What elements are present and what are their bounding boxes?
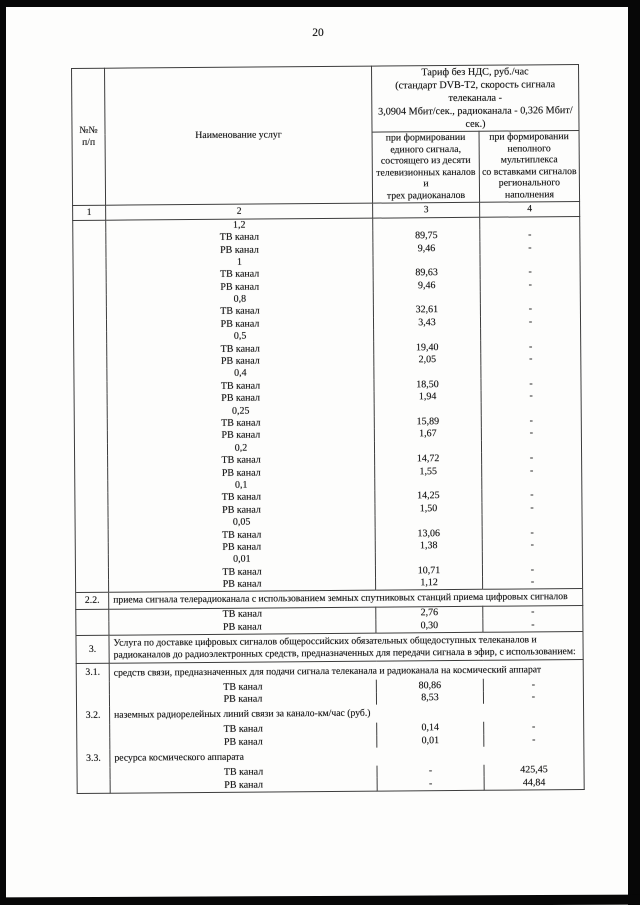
row-number-cell bbox=[73, 270, 106, 283]
tariff-full-multiplex-cell: 9,46 bbox=[373, 242, 480, 255]
channel-label-cell: ТВ канал bbox=[106, 305, 373, 319]
row-description-cell: наземных радиорелейных линий связи за канало-км/час (руб.) bbox=[110, 703, 584, 725]
row-number-cell bbox=[76, 695, 109, 708]
tariff-partial-multiplex-cell bbox=[480, 216, 580, 230]
table-row-section bbox=[76, 631, 583, 664]
row-number-cell bbox=[73, 233, 106, 246]
tariff-full-multiplex-cell: 2,76 bbox=[376, 606, 483, 620]
tariff-full-multiplex-cell: 14,25 bbox=[375, 490, 482, 503]
tariff-full-multiplex-cell bbox=[374, 329, 481, 342]
tariff-partial-multiplex-cell: - bbox=[482, 464, 582, 477]
row-number-cell bbox=[77, 768, 110, 781]
channel-label-cell: 1 bbox=[106, 255, 373, 269]
channel-label-cell: РВ канал bbox=[109, 692, 376, 706]
tariff-full-multiplex-cell: 89,75 bbox=[373, 230, 480, 243]
tariff-full-multiplex-cell: 1,55 bbox=[375, 465, 482, 478]
tariff-full-multiplex-cell bbox=[375, 552, 482, 565]
row-number-cell bbox=[73, 282, 106, 295]
row-description-cell: приема сигнала телерадиоканала с использованием земных спутниковых станций приема цифровых сигналов bbox=[109, 589, 583, 610]
tariff-partial-multiplex-cell: - bbox=[484, 721, 584, 734]
row-number-cell bbox=[75, 505, 108, 518]
tariff-partial-multiplex-cell: - bbox=[480, 241, 580, 254]
header-row-main bbox=[72, 65, 580, 135]
channel-label-cell: ТВ канал bbox=[106, 268, 373, 282]
tariff-partial-multiplex-cell: - bbox=[481, 427, 581, 440]
row-number-cell bbox=[75, 518, 108, 531]
row-number-cell bbox=[74, 394, 107, 407]
tariff-partial-multiplex-cell: - bbox=[481, 415, 581, 428]
row-number-cell bbox=[74, 369, 107, 382]
tariff-partial-multiplex-cell: - bbox=[483, 618, 583, 632]
row-number-cell bbox=[73, 257, 106, 270]
tariff-partial-multiplex-cell: 425,45 bbox=[484, 764, 584, 777]
tariff-partial-multiplex-cell bbox=[482, 477, 582, 490]
tariff-partial-multiplex-cell: - bbox=[481, 390, 581, 403]
row-number-cell: 3.1. bbox=[76, 664, 109, 683]
scan-border-left bbox=[0, 0, 6, 905]
channel-label-cell: РВ канал bbox=[109, 620, 376, 635]
channel-label-cell: ТВ канал bbox=[108, 454, 375, 468]
row-number-cell bbox=[75, 555, 108, 568]
column-index-4: 4 bbox=[480, 201, 580, 217]
tariff-partial-multiplex-cell: - bbox=[482, 452, 582, 465]
tariff-full-multiplex-cell: 0,14 bbox=[377, 722, 484, 735]
row-number-cell bbox=[75, 456, 108, 469]
tariff-full-multiplex-cell: 1,50 bbox=[375, 502, 482, 515]
channel-label-cell: 0,05 bbox=[108, 516, 375, 530]
row-number-cell bbox=[73, 319, 106, 332]
row-number-cell bbox=[75, 530, 108, 543]
tariff-partial-multiplex-cell: - bbox=[484, 734, 584, 747]
scan-border-right bbox=[628, 0, 640, 905]
tariff-full-multiplex-cell: 0,01 bbox=[377, 734, 484, 747]
channel-label-cell: РВ канал bbox=[108, 540, 375, 554]
channel-label-cell: 0,1 bbox=[108, 478, 375, 492]
row-number-cell bbox=[73, 307, 106, 320]
table-row-data bbox=[77, 776, 584, 793]
tariff-full-multiplex-cell: - bbox=[377, 777, 484, 791]
row-number-cell bbox=[77, 725, 110, 738]
tariff-partial-multiplex-cell: - bbox=[480, 229, 580, 242]
row-description-cell: ресурса космического аппарата bbox=[110, 746, 584, 768]
channel-label-cell: РВ канал bbox=[107, 354, 374, 368]
channel-label-cell: ТВ канал bbox=[110, 723, 377, 737]
channel-label-cell: 0,5 bbox=[107, 330, 374, 344]
tariff-table bbox=[71, 64, 585, 794]
channel-label-cell: 0,8 bbox=[106, 293, 373, 307]
tariff-full-multiplex-cell: 18,50 bbox=[374, 378, 481, 391]
channel-label-cell: 0,2 bbox=[107, 441, 374, 455]
row-number-cell bbox=[74, 332, 107, 345]
tariff-full-multiplex-cell: 15,89 bbox=[374, 416, 481, 429]
tariff-partial-multiplex-cell: - bbox=[480, 266, 580, 279]
tariff-partial-multiplex-cell bbox=[480, 254, 580, 267]
row-number-cell bbox=[75, 567, 108, 580]
tariff-partial-multiplex-cell: - bbox=[482, 539, 582, 552]
row-number-cell bbox=[74, 344, 107, 357]
channel-label-cell: РВ канал bbox=[108, 503, 375, 517]
tariff-partial-multiplex-cell: - bbox=[482, 502, 582, 515]
tariff-full-multiplex-cell: 32,61 bbox=[373, 304, 480, 317]
tariff-full-multiplex-cell: 19,40 bbox=[374, 341, 481, 354]
row-number-cell: 3.2. bbox=[77, 707, 110, 725]
tariff-full-multiplex-cell: 9,46 bbox=[373, 279, 480, 292]
channel-label-cell: ТВ канал bbox=[107, 416, 374, 430]
tariff-partial-multiplex-cell: - bbox=[483, 678, 583, 691]
row-number-cell bbox=[74, 406, 107, 419]
row-description-cell: Услуга по доставке цифровых сигналов общероссийских обязательных общедоступных телеканалов и радиоканалов до радиоэлектронных средств, предназначенных для передачи сигнала в эфир, с использованием: bbox=[109, 631, 583, 663]
row-number-cell: 3.3. bbox=[77, 750, 110, 768]
tariff-full-multiplex-cell: 89,63 bbox=[373, 267, 480, 280]
row-number-cell bbox=[75, 480, 108, 493]
channel-label-cell: РВ канал bbox=[106, 317, 373, 331]
channel-label-cell: ТВ канал bbox=[107, 379, 374, 393]
tariff-partial-multiplex-cell: - bbox=[481, 353, 581, 366]
channel-label-cell: ТВ канал bbox=[109, 680, 376, 694]
row-number-cell bbox=[74, 381, 107, 394]
channel-label-cell: ТВ канал bbox=[106, 231, 373, 245]
page-number: 20 bbox=[312, 27, 324, 39]
column-header-tariff-title: Тариф без НДС, руб./час (стандарт DVB-T2, скорость сигнала телеканала - 3,0904 Мбит/сек., радиоканала - 0,326 Мбит/сек.) bbox=[372, 65, 580, 133]
channel-label-cell: 0,4 bbox=[107, 367, 374, 381]
channel-label-cell: ТВ канал bbox=[107, 342, 374, 356]
column-header-full-multiplex: при формировании единого сигнала, состоящего из десяти телевизионных каналов и трех радиоканалов bbox=[372, 131, 480, 202]
tariff-full-multiplex-cell: 1,38 bbox=[375, 539, 482, 552]
row-number-cell bbox=[74, 431, 107, 444]
tariff-full-multiplex-cell: 14,72 bbox=[375, 453, 482, 466]
tariff-partial-multiplex-cell bbox=[482, 551, 582, 564]
channel-label-cell: ТВ канал bbox=[110, 766, 377, 780]
tariff-full-multiplex-cell bbox=[373, 255, 480, 268]
tariff-partial-multiplex-cell: - bbox=[480, 279, 580, 292]
tariff-full-multiplex-cell bbox=[373, 217, 480, 231]
tariff-full-multiplex-cell: 1,12 bbox=[376, 577, 483, 591]
tariff-partial-multiplex-cell bbox=[481, 440, 581, 453]
channel-label-cell: ТВ канал bbox=[109, 607, 376, 622]
row-number-cell bbox=[76, 622, 109, 635]
channel-label-cell: 1,2 bbox=[106, 218, 373, 233]
row-number-cell bbox=[76, 609, 109, 622]
tariff-partial-multiplex-cell: - bbox=[480, 316, 580, 329]
tariff-full-multiplex-cell: 1,94 bbox=[374, 391, 481, 404]
tariff-full-multiplex-cell: 8,53 bbox=[376, 692, 483, 705]
row-number-cell bbox=[75, 542, 108, 555]
row-number-cell: 3. bbox=[76, 635, 109, 664]
tariff-partial-multiplex-cell bbox=[482, 514, 582, 527]
channel-label-cell: 0,01 bbox=[108, 553, 375, 567]
tariff-full-multiplex-cell bbox=[374, 403, 481, 416]
tariff-full-multiplex-cell bbox=[375, 515, 482, 528]
tariff-full-multiplex-cell bbox=[373, 292, 480, 305]
column-header-row-number: №№ п/п bbox=[72, 68, 106, 205]
tariff-full-multiplex-cell: 80,86 bbox=[376, 679, 483, 692]
tariff-full-multiplex-cell bbox=[375, 478, 482, 491]
row-number-cell bbox=[73, 220, 106, 233]
row-number-cell bbox=[75, 493, 108, 506]
row-number-cell bbox=[75, 468, 108, 481]
tariff-partial-multiplex-cell: - bbox=[482, 526, 582, 539]
tariff-partial-multiplex-cell bbox=[480, 291, 580, 304]
tariff-table-wrapper bbox=[71, 64, 585, 794]
tariff-partial-multiplex-cell bbox=[481, 365, 581, 378]
channel-label-cell: РВ канал bbox=[110, 778, 377, 793]
row-number-cell bbox=[74, 419, 107, 432]
tariff-full-multiplex-cell: 13,06 bbox=[375, 527, 482, 540]
channel-label-cell: РВ канал bbox=[106, 280, 373, 294]
channel-label-cell: РВ канал bbox=[107, 429, 374, 443]
tariff-full-multiplex-cell: - bbox=[377, 765, 484, 778]
channel-label-cell: РВ канал bbox=[106, 243, 373, 257]
row-number-cell bbox=[76, 580, 109, 593]
channel-label-cell: ТВ канал bbox=[108, 565, 375, 579]
tariff-partial-multiplex-cell bbox=[481, 402, 581, 415]
column-header-partial-multiplex: при формировании неполного мультиплекса со вставками сигналов регионального наполнения bbox=[479, 131, 580, 202]
row-number-cell: 2.2. bbox=[76, 592, 109, 609]
row-number-cell bbox=[77, 780, 110, 793]
tariff-partial-multiplex-cell bbox=[481, 328, 581, 341]
column-index-3: 3 bbox=[373, 202, 480, 218]
tariff-partial-multiplex-cell: 44,84 bbox=[484, 776, 584, 790]
tariff-partial-multiplex-cell: - bbox=[481, 378, 581, 391]
tariff-partial-multiplex-cell: - bbox=[483, 606, 583, 620]
tariff-partial-multiplex-cell: - bbox=[482, 563, 582, 576]
column-index-1: 1 bbox=[73, 205, 106, 220]
tariff-full-multiplex-cell: 1,67 bbox=[374, 428, 481, 441]
table-body bbox=[73, 216, 584, 793]
channel-label-cell: ТВ канал bbox=[108, 528, 375, 542]
tariff-full-multiplex-cell: 0,30 bbox=[376, 619, 483, 633]
tariff-partial-multiplex-cell: - bbox=[483, 691, 583, 704]
column-header-services: Наименование услуг bbox=[105, 66, 373, 205]
channel-label-cell: РВ канал bbox=[109, 578, 376, 593]
row-number-cell bbox=[73, 245, 106, 258]
tariff-partial-multiplex-cell: - bbox=[483, 576, 583, 590]
tariff-full-multiplex-cell: 3,43 bbox=[373, 316, 480, 329]
tariff-partial-multiplex-cell: - bbox=[482, 489, 582, 502]
row-number-cell bbox=[74, 443, 107, 456]
channel-label-cell: 0,25 bbox=[107, 404, 374, 418]
tariff-full-multiplex-cell bbox=[374, 366, 481, 379]
column-index-2: 2 bbox=[106, 203, 373, 220]
row-number-cell bbox=[73, 295, 106, 308]
channel-label-cell: РВ канал bbox=[108, 466, 375, 480]
channel-label-cell: РВ канал bbox=[107, 392, 374, 406]
row-description-cell: средств связи, предназначенных для подачи сигнала телеканала и радиоканала на космический аппарат bbox=[109, 660, 583, 682]
row-number-cell bbox=[76, 682, 109, 695]
tariff-full-multiplex-cell: 2,05 bbox=[374, 354, 481, 367]
tariff-partial-multiplex-cell: - bbox=[481, 340, 581, 353]
tariff-full-multiplex-cell bbox=[374, 440, 481, 453]
row-number-cell bbox=[74, 357, 107, 370]
scan-border-top bbox=[0, 0, 640, 7]
channel-label-cell: ТВ канал bbox=[108, 491, 375, 505]
channel-label-cell: РВ канал bbox=[110, 735, 377, 749]
scan-border-bottom bbox=[0, 895, 640, 905]
tariff-full-multiplex-cell: 10,71 bbox=[375, 564, 482, 577]
tariff-partial-multiplex-cell: - bbox=[480, 303, 580, 316]
row-number-cell bbox=[77, 737, 110, 750]
